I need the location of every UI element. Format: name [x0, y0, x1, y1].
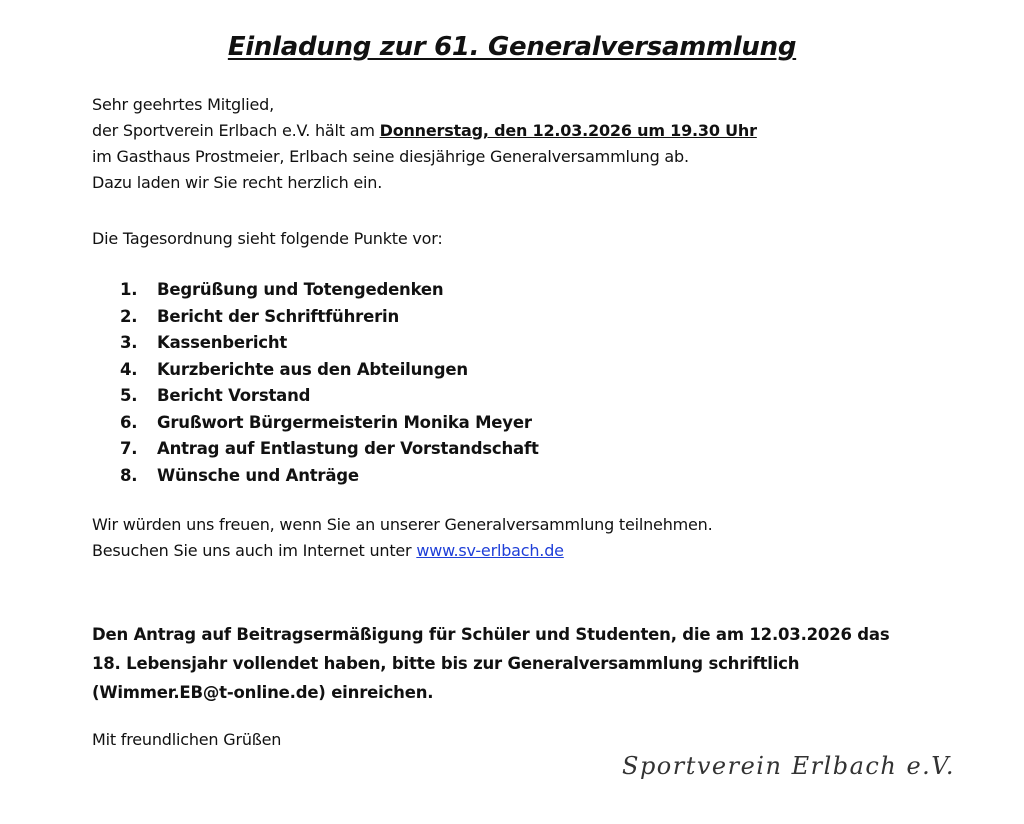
agenda-intro: Die Tagesordnung sieht folgende Punkte vor: [92, 229, 443, 248]
agenda-item [120, 330, 539, 357]
intro-line-2 [92, 118, 757, 144]
meeting-date-time: Donnerstag, den 12.03.2026 um 19.30 Uhr [379, 121, 757, 140]
agenda-item-number: 2. [120, 306, 138, 326]
intro-line-4: Dazu laden wir Sie recht herzlich ein. [92, 173, 383, 192]
agenda-item-number: 5. [120, 386, 138, 405]
agenda-item-number: 7. [120, 439, 138, 458]
intro-line-3: im Gasthaus Prostmeier, Erlbach seine diesjährige Generalversammlung ab. [92, 147, 689, 166]
agenda-item-text: Bericht der Schriftführerin [157, 306, 400, 326]
agenda-item [120, 357, 539, 384]
website-link[interactable]: www.sv-erlbach.de [416, 541, 564, 560]
agenda-item-text: Kassenbericht [157, 333, 288, 352]
agenda-item [120, 277, 539, 304]
agenda-item-number: 1. [120, 280, 138, 299]
agenda-item [120, 410, 539, 437]
agenda-item [120, 304, 539, 331]
intro-line-2-prefix: der Sportverein Erlbach e.V. hält am [92, 121, 380, 140]
notice-line-2: 18. Lebensjahr vollendet haben, bitte bis zur Generalversammlung schriftlich [92, 654, 800, 673]
agenda-item-text: Grußwort Bürgermeisterin Monika Meyer [157, 412, 532, 432]
agenda-item-text: Bericht Vorstand [157, 386, 311, 405]
intro-paragraph [92, 92, 757, 196]
agenda-item-text: Kurzberichte aus den Abteilungen [157, 359, 468, 379]
notice-line-3: (Wimmer.EB@t-online.de) einreichen. [92, 683, 434, 702]
agenda-item-text: Begrüßung und Totengedenken [157, 280, 444, 299]
page-title: Einladung zur 61. Generalversammlung [227, 32, 797, 62]
agenda-item-text: Antrag auf Entlastung der Vorstandschaft [157, 439, 539, 458]
salutation: Sehr geehrtes Mitglied, [92, 95, 274, 114]
agenda-list [120, 277, 539, 489]
notice-line-1: Den Antrag auf Beitragsermäßigung für Schüler und Studenten, die am 12.03.2026 das [92, 625, 890, 644]
agenda-item-number: 6. [120, 412, 138, 432]
agenda-item [120, 436, 539, 463]
greeting: Mit freundlichen Grüßen [92, 730, 282, 749]
agenda-item [120, 383, 539, 410]
closing-line-2 [92, 538, 713, 564]
reduction-notice [92, 620, 932, 707]
closing-line-1: Wir würden uns freuen, wenn Sie an unserer Generalversammlung teilnehmen. [92, 515, 713, 534]
agenda-item-number: 8. [120, 465, 138, 485]
signature: Sportverein Erlbach e.V. [622, 752, 956, 780]
closing-paragraph [92, 512, 713, 564]
agenda-item-number: 3. [120, 333, 138, 352]
agenda-item [120, 463, 539, 490]
closing-line-2-prefix: Besuchen Sie uns auch im Internet unter [92, 541, 417, 560]
agenda-item-number: 4. [120, 359, 138, 379]
agenda-item-text: Wünsche und Anträge [157, 465, 359, 485]
